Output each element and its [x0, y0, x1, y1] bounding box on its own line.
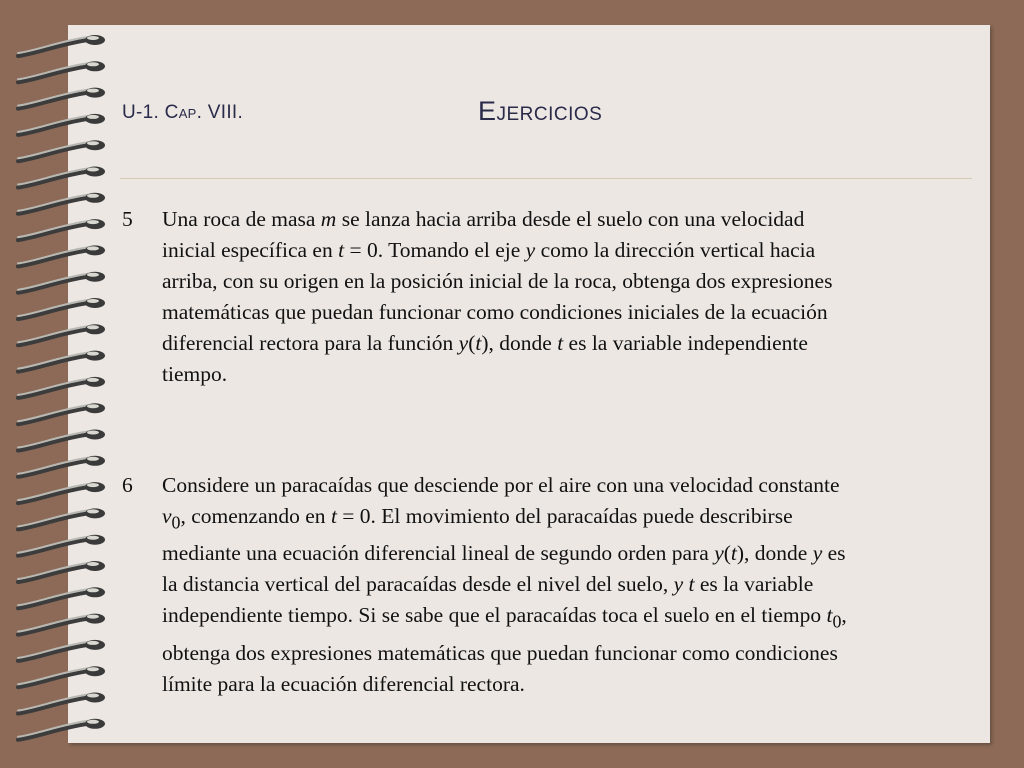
spiral-ring — [18, 351, 105, 372]
exercise-number: 6 — [122, 473, 133, 497]
spiral-ring — [18, 430, 105, 451]
exercise-6 — [122, 470, 972, 700]
text-line: diferencial rectora para la función y(t), donde t es la variable independiente — [162, 331, 808, 355]
text-line: inicial específica en t = 0. Tomando el eje y como la dirección vertical hacia — [162, 238, 816, 262]
text-line: independiente tiempo. Si se sabe que el paracaídas toca el suelo en el tiempo $t_0$, — [162, 603, 847, 632]
text-line: Considere un paracaídas que desciende por el aire con una velocidad constante — [162, 473, 840, 497]
text-line: mediante una ecuación diferencial lineal de segundo orden para y(t), donde y es — [162, 541, 846, 566]
spiral-ring — [18, 167, 105, 188]
spiral-ring — [18, 61, 105, 82]
spiral-ring — [18, 245, 105, 266]
spiral-ring — [18, 35, 105, 56]
spiral-ring — [18, 508, 105, 529]
text-line: obtenga dos expresiones matemáticas que puedan funcionar como condiciones — [162, 640, 838, 665]
spiral-ring — [18, 561, 105, 582]
spiral-ring — [18, 193, 105, 214]
spiral-ring — [18, 324, 105, 345]
spiral-ring — [18, 640, 105, 661]
exercise-5 — [122, 204, 972, 390]
header-divider — [120, 178, 972, 179]
spiral-ring — [18, 272, 105, 293]
spiral-ring — [18, 140, 105, 161]
spiral-ring — [18, 587, 105, 608]
exercise-text — [162, 204, 972, 390]
text-line: $v_0$, comenzando en t = 0. El movimiento del paracaídas puede describirse — [162, 504, 793, 533]
text-line: la distancia vertical del paracaídas desde el nivel del suelo, y t es la variable — [162, 572, 814, 597]
page-title: Ejercicios — [478, 96, 603, 126]
spiral-ring — [18, 377, 105, 398]
spiral-ring — [18, 482, 105, 503]
text-line: arriba, con su origen en la posición inicial de la roca, obtenga dos expresiones — [162, 269, 833, 293]
exercise-number: 5 — [122, 207, 133, 231]
spiral-ring — [18, 666, 105, 687]
spiral-ring — [18, 219, 105, 240]
text-line: matemáticas que puedan funcionar como condiciones iniciales de la ecuación — [162, 300, 828, 324]
chapter-label: U-1. Cap. VIII. — [122, 102, 244, 123]
spiral-ring — [18, 535, 105, 556]
text-line: Una roca de masa m se lanza hacia arriba desde el suelo con una velocidad — [162, 207, 805, 231]
spiral-ring — [18, 298, 105, 319]
spiral-ring — [18, 693, 105, 714]
slide-header — [0, 96, 1024, 132]
spiral-ring — [18, 614, 105, 635]
text-line: límite para la ecuación diferencial rectora. — [162, 671, 525, 696]
exercise-text — [162, 470, 972, 700]
spiral-ring — [18, 403, 105, 424]
text-line: tiempo. — [162, 362, 228, 386]
spiral-ring — [18, 719, 105, 740]
spiral-ring — [18, 456, 105, 477]
